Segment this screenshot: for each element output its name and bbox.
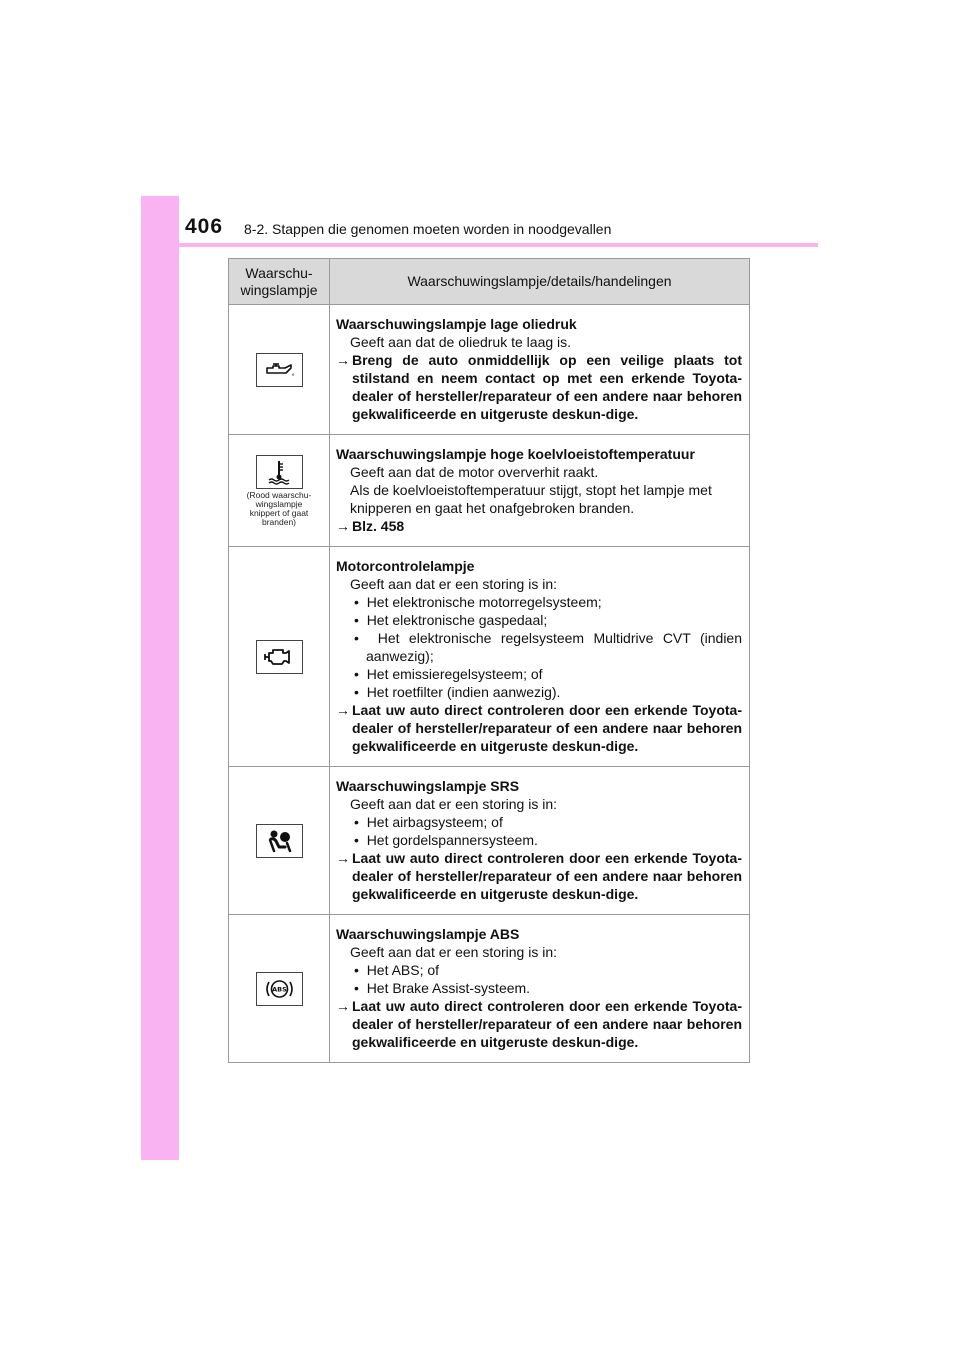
row-desc: Geeft aan dat de oliedruk te laag is. xyxy=(350,334,572,350)
icon-cell xyxy=(229,767,330,915)
arrow-icon: → xyxy=(336,850,350,866)
details-cell xyxy=(330,767,750,915)
warning-lights-table xyxy=(228,258,750,1063)
oil-pressure-icon xyxy=(256,353,303,387)
table-row xyxy=(229,767,750,915)
row-action: → Blz. 458 xyxy=(336,518,405,534)
chapter-tab-strip xyxy=(141,196,179,1160)
table-row xyxy=(229,435,750,547)
icon-cell xyxy=(229,915,330,1063)
row-title: Waarschuwingslampje hoge koelvloeistoftemperatuur xyxy=(336,446,695,462)
list-item: • Het gordelspannersysteem. xyxy=(354,832,538,848)
table-header-row xyxy=(229,259,750,305)
row-desc: Als de koelvloeistoftemperatuur stijgt, stopt het lampje met knipperen en gaat het onafgebroken branden. xyxy=(350,482,712,516)
svg-text:ABS: ABS xyxy=(271,985,287,993)
arrow-icon: → xyxy=(336,702,350,718)
row-desc: Geeft aan dat er een storing is in: xyxy=(350,576,558,592)
list-item: • Het Brake Assist-systeem. xyxy=(354,980,531,996)
table-row xyxy=(229,305,750,435)
srs-airbag-icon xyxy=(256,824,303,858)
header-warning-light: Waarschu- wingslampje xyxy=(229,259,330,305)
row-action: → Laat uw auto direct controleren door een erkende Toyota-dealer of hersteller/reparateur of een andere naar behoren gekwalificeerde en uitgeruste deskun-dige. xyxy=(336,850,742,902)
row-title: Waarschuwingslampje ABS xyxy=(336,926,520,942)
list-item: • Het emissieregelsysteem; of xyxy=(354,666,543,682)
row-action: → Laat uw auto direct controleren door een erkende Toyota-dealer of hersteller/reparateur of een andere naar behoren gekwalificeerde en uitgeruste deskun-dige. xyxy=(336,998,742,1050)
details-cell xyxy=(330,547,750,767)
header-details: Waarschuwingslampje/details/handelingen xyxy=(330,259,750,305)
abs-icon xyxy=(256,972,303,1006)
details-cell xyxy=(330,915,750,1063)
table-row xyxy=(229,915,750,1063)
icon-caption: (Rood waarschu- wingslampje knippert of gaat branden) xyxy=(246,489,312,527)
arrow-icon: → xyxy=(336,518,350,534)
row-title: Waarschuwingslampje lage oliedruk xyxy=(336,316,577,332)
arrow-icon: → xyxy=(336,998,350,1014)
engine-check-icon xyxy=(256,640,303,674)
arrow-icon: → xyxy=(336,352,350,368)
coolant-temperature-icon xyxy=(256,455,303,489)
header-rule xyxy=(141,243,818,247)
icon-cell xyxy=(229,547,330,767)
details-cell xyxy=(330,305,750,435)
icon-cell xyxy=(229,435,330,547)
section-title: 8-2. Stappen die genomen moeten worden in noodgevallen xyxy=(244,221,612,237)
row-desc: Geeft aan dat er een storing is in: xyxy=(350,944,558,960)
icon-cell xyxy=(229,305,330,435)
page-number: 406 xyxy=(185,215,224,238)
row-desc: Geeft aan dat de motor oververhit raakt. xyxy=(350,464,599,480)
row-title: Motorcontrolelampje xyxy=(336,558,475,574)
list-item: • Het elektronische regelsysteem Multidrive CVT (indien aanwezig); xyxy=(354,630,743,664)
list-item: • Het ABS; of xyxy=(354,962,440,978)
list-item: • Het elektronische gaspedaal; xyxy=(354,612,548,628)
table-row xyxy=(229,547,750,767)
list-item: • Het airbagsysteem; of xyxy=(354,814,503,830)
details-cell xyxy=(330,435,750,547)
list-item: • Het roetfilter (indien aanwezig). xyxy=(354,684,561,700)
row-action: → Laat uw auto direct controleren door een erkende Toyota-dealer of hersteller/reparateur of een andere naar behoren gekwalificeerde en uitgeruste deskun-dige. xyxy=(336,702,742,754)
row-action: → Breng de auto onmiddellijk op een veilige plaats tot stilstand en neem contact op met een erkende Toyota-dealer of hersteller/reparateur of een andere naar behoren gekwalificeerde en uitgeruste deskun-dige. xyxy=(336,352,742,422)
list-item: • Het elektronische motorregelsysteem; xyxy=(354,594,602,610)
row-desc: Geeft aan dat er een storing is in: xyxy=(350,796,558,812)
row-title: Waarschuwingslampje SRS xyxy=(336,778,520,794)
